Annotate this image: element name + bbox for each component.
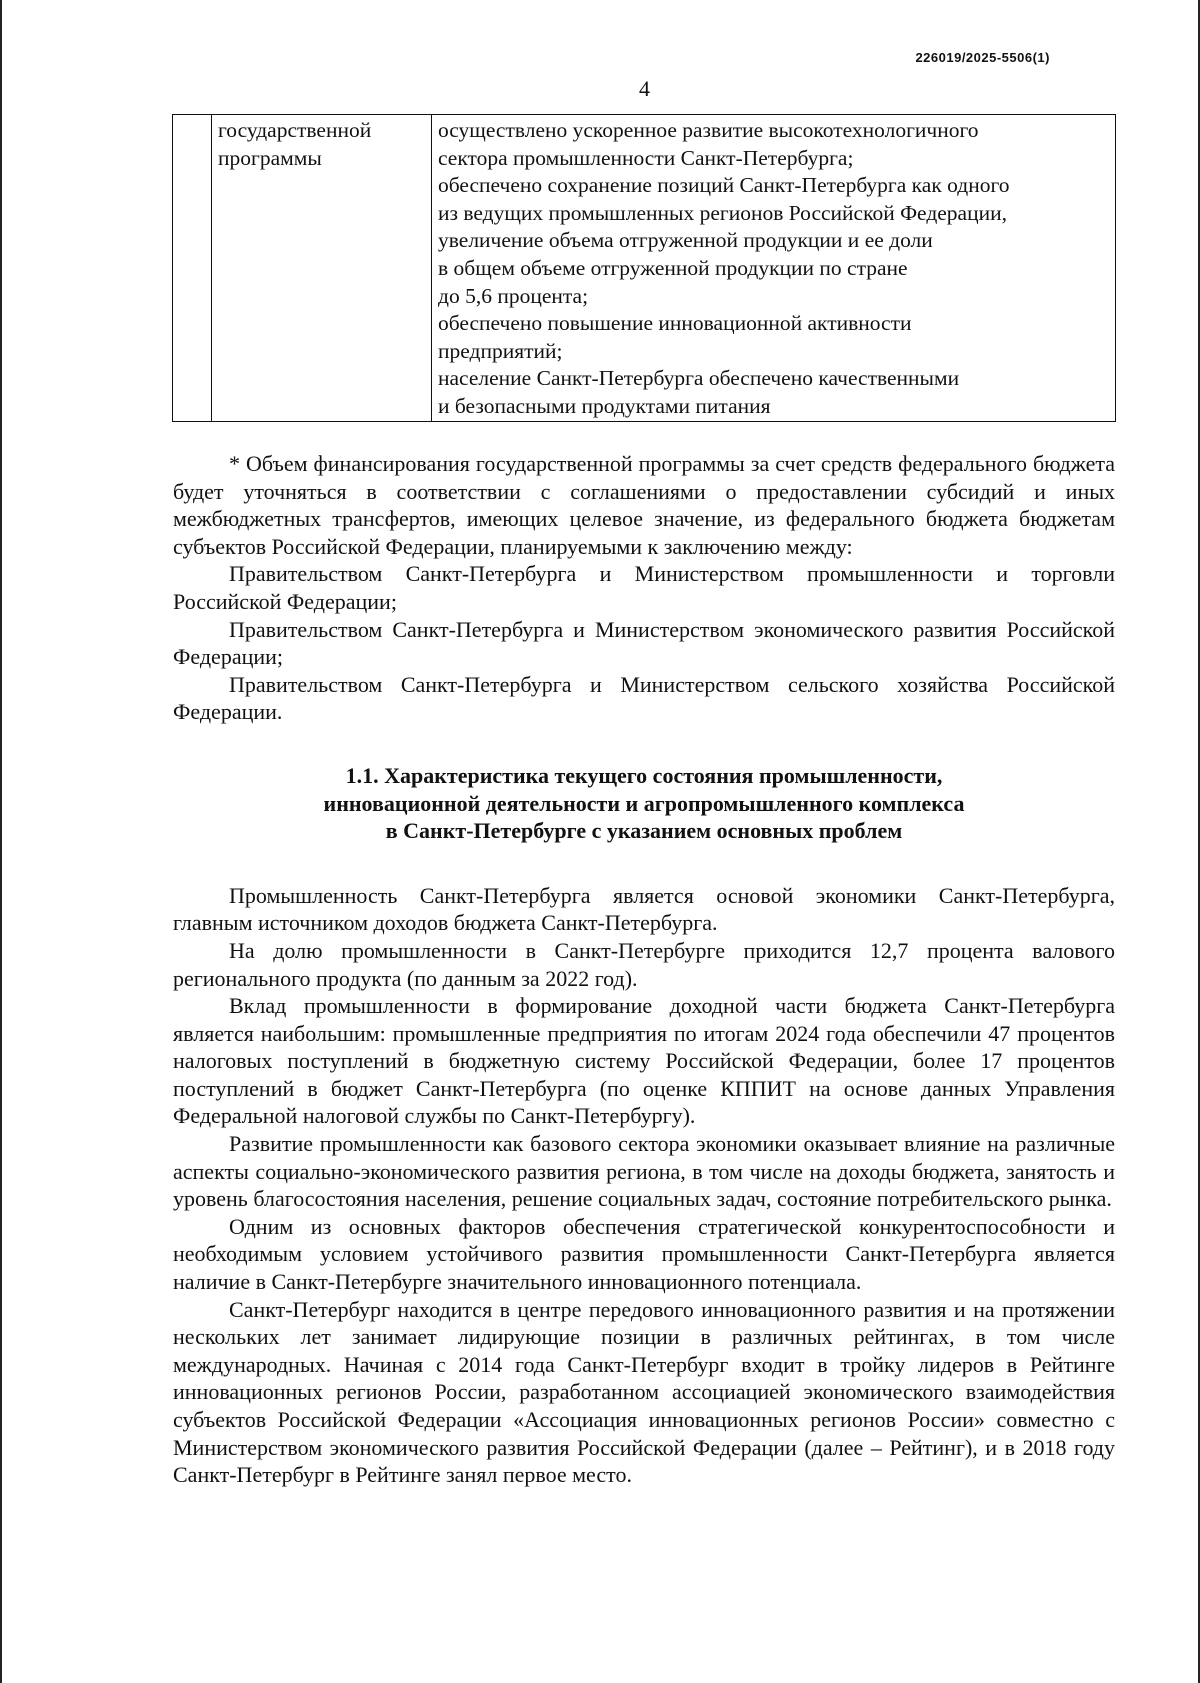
body-paragraph: Одним из основных факторов обеспечения стратегической конкурентоспособности и необходимым условием устойчивого развития промышленности Санкт-Петербурга является наличие в Санкт-Петербурге значительного инновационного потенциала. xyxy=(173,1213,1115,1295)
table-cell-label xyxy=(212,115,432,422)
result-line: и безопасными продуктами питания xyxy=(438,393,771,418)
result-line: в общем объеме отгруженной продукции по стране xyxy=(438,255,908,280)
result-line: из ведущих промышленных регионов Российской Федерации, xyxy=(438,200,1007,225)
table-cell-empty xyxy=(173,115,212,422)
body-paragraph: Санкт-Петербург находится в центре передового инновационного развития и на протяжении нескольких лет занимает лидирующие позиции в различных рейтингах, в том числе международных. Начиная с 2014 года Санкт-Петербург входит в тройку лидеров в Рейтинге инновационных регионов России, разработанном ассоциацией экономического взаимодействия субъектов Российской Федерации «Ассоциация инновационных регионов России» совместно с Министерством экономического развития Российской Федерации (далее – Рейтинг), и в 2018 году Санкт-Петербург в Рейтинге занял первое место. xyxy=(173,1296,1115,1488)
body-paragraph: Вклад промышленности в формирование доходной части бюджета Санкт-Петербурга является наибольшим: промышленные предприятия по итогам 2024 года обеспечили 47 процентов налоговых поступлений в бюджетную систему Российской Федерации, более 17 процентов поступлений в бюджет Санкт-Петербурга (по оценке КППИТ на основе данных Управления Федеральной налоговой службы по Санкт-Петербургу). xyxy=(173,993,1115,1129)
section-title xyxy=(173,762,1115,845)
footnote-item: Правительством Санкт-Петербурга и Министерством экономического развития Российской Федерации; xyxy=(173,616,1115,670)
footnote-item: Правительством Санкт-Петербурга и Министерством промышленности и торговли Российской Федерации; xyxy=(173,561,1115,614)
table-cell-results xyxy=(432,115,1116,422)
section-title-line: инновационной деятельности и агропромышленного комплекса xyxy=(323,790,965,816)
section-title-line: в Санкт-Петербурге с указанием основных проблем xyxy=(385,818,903,844)
result-line: до 5,6 процента; xyxy=(438,283,589,308)
result-line: увеличение объема отгруженной продукции и ее доли xyxy=(438,228,933,253)
result-line: сектора промышленности Санкт-Петербурга; xyxy=(438,145,854,170)
result-line: обеспечено сохранение позиций Санкт-Петербурга как одного xyxy=(438,173,1010,198)
body-paragraph: Развитие промышленности как базового сектора экономики оказывает влияние на различные аспекты социально-экономического развития региона, в том числе на доходы бюджета, занятость и уровень благосостояния населения, решение социальных задач, состояние потребительского рынка. xyxy=(173,1131,1115,1212)
label-line: программы xyxy=(218,145,322,170)
result-line: предприятий; xyxy=(438,338,563,363)
section-title-line: 1.1. Характеристика текущего состояния промышленности, xyxy=(345,762,943,788)
main-text xyxy=(173,450,1115,1489)
label-line: государственной xyxy=(218,118,372,142)
footnote-item: Правительством Санкт-Петербурга и Министерством сельского хозяйства Российской Федерации. xyxy=(173,671,1115,725)
body-paragraph: Промышленность Санкт-Петербурга является основой экономики Санкт-Петербурга, главным источником доходов бюджета Санкт-Петербурга. xyxy=(173,882,1115,936)
page-number: 4 xyxy=(639,76,650,101)
result-line: обеспечено повышение инновационной активности xyxy=(438,311,912,336)
result-line: население Санкт-Петербурга обеспечено качественными xyxy=(438,366,960,391)
footnote-paragraph: * Объем финансирования государственной программы за счет средств федерального бюджета будет уточняться в соответствии с соглашениями о предоставлении субсидий и иных межбюджетных трансфертов, имеющих целевое значение, из федерального бюджета бюджетам субъектов Российской Федерации, планируемыми к заключению между: xyxy=(173,451,1115,559)
result-line: осуществлено ускоренное развитие высокотехнологичного xyxy=(438,118,979,142)
program-results-table xyxy=(172,114,1116,422)
document-id: 226019/2025-5506(1) xyxy=(915,50,1050,65)
body-paragraph: На долю промышленности в Санкт-Петербурге приходится 12,7 процента валового регионального продукта (по данным за 2022 год). xyxy=(173,937,1115,991)
table-row xyxy=(173,115,1116,422)
